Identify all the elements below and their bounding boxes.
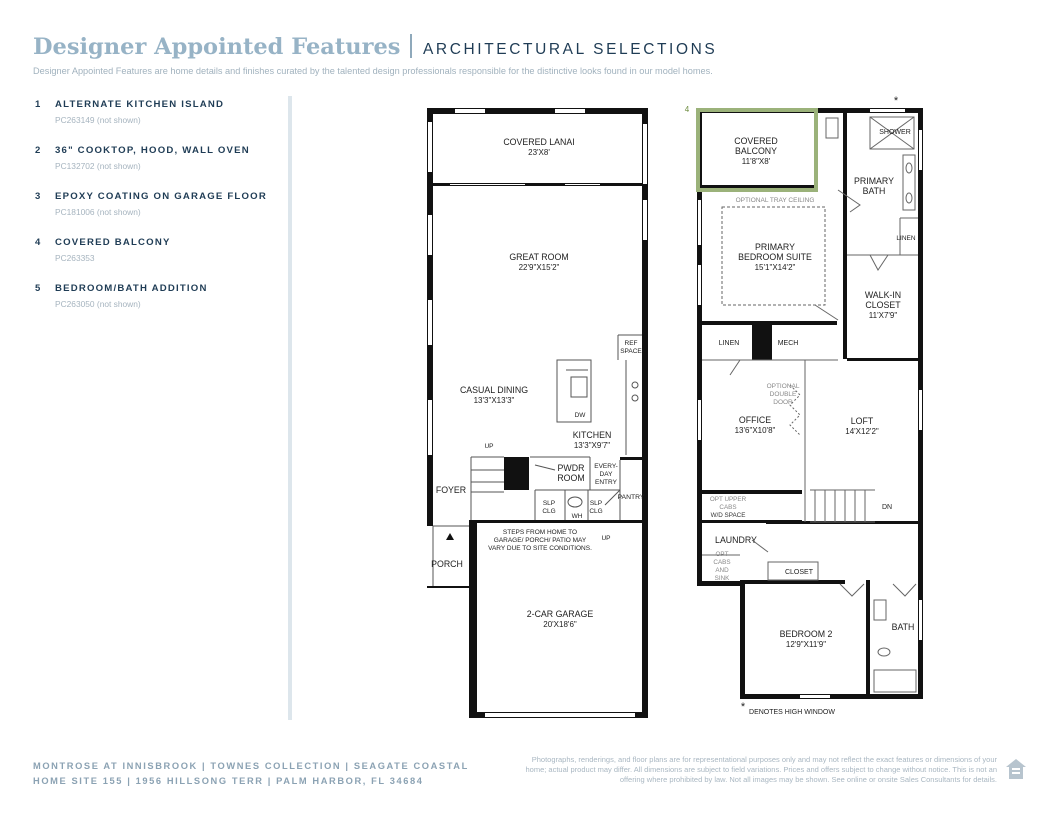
suite-label-1: PRIMARY xyxy=(755,242,795,252)
first-floor-walls xyxy=(427,108,648,718)
entry-label-2: DAY xyxy=(599,471,613,478)
dining-label: CASUAL DINING xyxy=(459,385,529,395)
feature-number: 1 xyxy=(35,99,41,110)
entry-label-3: ENTRY xyxy=(595,479,617,486)
primary-bath-label-1: PRIMARY xyxy=(854,176,894,186)
ref-space-label-2: SPACE xyxy=(620,348,642,355)
first-floor-windows xyxy=(428,109,647,717)
opt-cabs-label-2: CABS xyxy=(719,504,737,511)
feature-number: 4 xyxy=(35,237,41,248)
page-title: Designer Appointed Features xyxy=(33,34,401,60)
ref-space-label-1: REF xyxy=(624,340,638,347)
slp-clg-label-2b: CLG xyxy=(589,508,603,515)
garage-up-label: UP xyxy=(601,535,611,542)
porch-label: PORCH xyxy=(431,559,463,569)
closet-label-2: CLOSET xyxy=(865,300,901,310)
bath-label: BATH xyxy=(891,622,915,632)
slp-clg-label-1a: SLP xyxy=(542,500,556,507)
feature-code: PC263353 xyxy=(55,253,95,263)
office-label: OFFICE xyxy=(738,415,772,425)
equal-housing-icon xyxy=(1004,757,1028,781)
slp-clg-label-2a: SLP xyxy=(589,500,603,507)
high-window-star: * xyxy=(893,95,899,107)
footer-line-1: MONTROSE AT INNISBROOK | TOWNES COLLECTION | SEAGATE COASTAL xyxy=(33,761,469,771)
feature-name: ALTERNATE KITCHEN ISLAND xyxy=(55,99,225,110)
powder-room-label-2: ROOM xyxy=(557,473,585,483)
double-door-label-2: DOUBLE xyxy=(769,391,797,398)
great-room-dim: 22'9"X15'2" xyxy=(518,263,560,272)
sink-label-4: SINK xyxy=(714,575,730,582)
closet-dim: 11'X7'9" xyxy=(868,311,898,320)
closet-small-label: CLOSET xyxy=(784,569,814,576)
feature-code: PC263149 (not shown) xyxy=(55,115,141,125)
stairs-up-label: UP xyxy=(484,443,494,450)
balcony-dim: 11'8"X8' xyxy=(741,157,771,166)
first-floor-labels xyxy=(431,137,645,629)
page-subtitle: ARCHITECTURAL SELECTIONS xyxy=(422,41,718,58)
foyer-label: FOYER xyxy=(435,485,467,495)
footnote-text: DENOTES HIGH WINDOW xyxy=(749,709,835,716)
feature-number: 2 xyxy=(35,145,41,156)
suite-label-2: BEDROOM SUITE xyxy=(738,252,812,262)
feature-name: COVERED BALCONY xyxy=(55,237,171,248)
garage-label: 2-CAR GARAGE xyxy=(526,609,594,619)
bedroom2-label: BEDROOM 2 xyxy=(779,629,833,639)
feature-code: PC263050 (not shown) xyxy=(55,299,141,309)
water-heater-label: WH xyxy=(571,513,583,520)
feature-name: 36" COOKTOP, HOOD, WALL OVEN xyxy=(55,145,250,156)
shower-label: SHOWER xyxy=(879,129,911,136)
powder-room-label-1: PWDR xyxy=(557,463,585,473)
linen-left-label: LINEN xyxy=(718,340,740,347)
first-floor-plan xyxy=(427,108,648,718)
kitchen-dim: 13'3"X9'7" xyxy=(573,441,611,450)
stairs-down-label: DN xyxy=(881,504,893,511)
footer-line-2: HOME SITE 155 | 1956 HILLSONG TERR | PALM HARBOR, FL 34684 xyxy=(33,776,424,786)
feature-code: PC132702 (not shown) xyxy=(55,161,141,171)
kitchen-label: KITCHEN xyxy=(572,430,612,440)
dining-dim: 13'3"X13'3" xyxy=(473,396,515,405)
dw-label: DW xyxy=(574,412,586,419)
pantry-label: PANTRY xyxy=(617,494,645,501)
balcony-label-2: BALCONY xyxy=(734,146,778,156)
second-floor-plan xyxy=(685,95,923,716)
balcony-label-1: COVERED xyxy=(734,136,778,146)
steps-note-3: VARY DUE TO SITE CONDITIONS. xyxy=(488,545,592,552)
footnote-star: * xyxy=(740,701,746,713)
double-door-label-3: DOOR xyxy=(773,399,793,406)
feature-number: 5 xyxy=(35,283,41,294)
sink-label-2: CABS xyxy=(713,559,731,566)
steps-note-2: GARAGE/ PORCH/ PATIO MAY xyxy=(493,537,587,544)
mech-label: MECH xyxy=(777,340,799,347)
opt-cabs-label-1: OPT UPPER xyxy=(709,496,747,503)
sink-label-1: OPT xyxy=(715,551,729,558)
primary-bath-label-2: BATH xyxy=(862,186,886,196)
steps-note-1: STEPS FROM HOME TO xyxy=(502,529,578,536)
bedroom2-dim: 12'9"X11'9" xyxy=(785,640,827,649)
feature-code: PC181006 (not shown) xyxy=(55,207,141,217)
double-door-label-1: OPTIONAL xyxy=(766,383,800,390)
laundry-label: LAUNDRY xyxy=(715,535,757,545)
feature-name: BEDROOM/BATH ADDITION xyxy=(55,283,208,294)
entry-label-1: EVERY- xyxy=(594,463,618,470)
tray-ceiling-label: OPTIONAL TRAY CEILING xyxy=(735,197,815,204)
loft-dim: 14'X12'2" xyxy=(845,427,879,436)
linen-right-label: LINEN xyxy=(896,235,916,242)
opt-cabs-label-3: W/D SPACE xyxy=(710,512,746,519)
garage-dim: 20'X18'6" xyxy=(543,620,577,629)
suite-dim: 15'1"X14'2" xyxy=(754,263,796,272)
porch-entry-marker xyxy=(446,533,454,540)
lanai-dim: 23'X8' xyxy=(528,148,550,157)
slp-clg-label-1b: CLG xyxy=(542,508,556,515)
feature-name: EPOXY COATING ON GARAGE FLOOR xyxy=(55,191,267,202)
feature-number: 3 xyxy=(35,191,41,202)
feature-marker-4: 4 xyxy=(684,105,690,114)
loft-label: LOFT xyxy=(850,416,874,426)
sink-label-3: AND xyxy=(715,567,729,574)
intro-text: Designer Appointed Features are home details and finishes curated by the talented design professionals responsible for the distinctive looks found in our model homes. xyxy=(33,66,713,76)
great-room-label: GREAT ROOM xyxy=(509,252,569,262)
closet-label-1: WALK-IN xyxy=(864,290,902,300)
disclaimer-text: Photographs, renderings, and floor plans are for representational purposes only and may not reflect the exact features or dimensions of your home; actual product may differ. All dimensions are subject to field variations. Prices and offers subject to change without notice. This is not an offering where prohibited by law. Not all images may be shown. See online or onsite Sales Consultants for details. xyxy=(525,755,997,784)
footer-address xyxy=(33,759,469,789)
office-dim: 13'6"X10'8" xyxy=(734,426,776,435)
lanai-label: COVERED LANAI xyxy=(503,137,575,147)
